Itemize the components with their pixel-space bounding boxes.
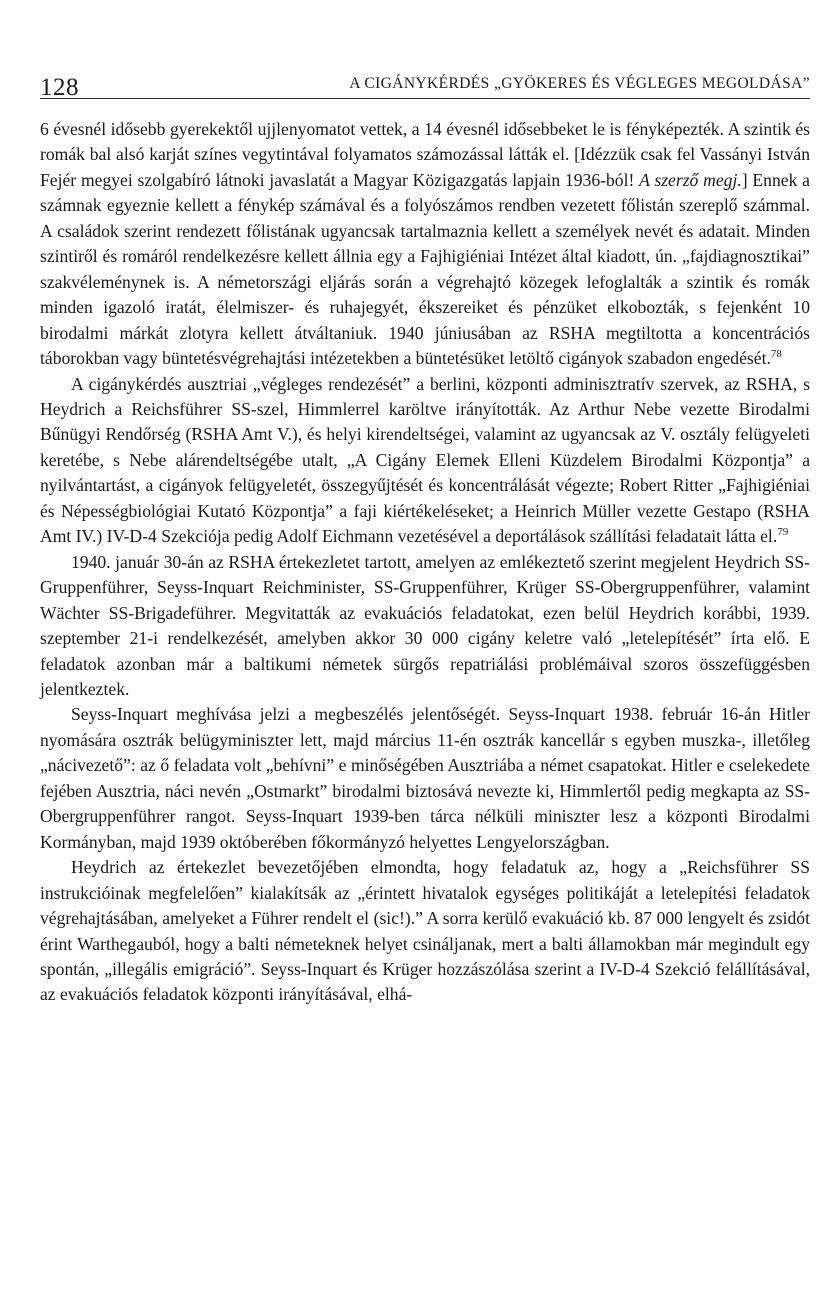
italic-note: A szerző megj. bbox=[639, 169, 742, 190]
paragraph bbox=[40, 855, 810, 1008]
paragraph-text: Seyss-Inquart meghívása jelzi a megbeszélés jelentőségét. Seyss-Inquart 1938. február 16-án Hitler nyomására osztrák belügyminiszter lett, majd március 11-én osztrák kancellár s egyben muszka-, illetőleg „nácivezető”: az ő feladata volt „behívni” e minőségében Ausztriába a német csapatokat. Hitler e cselekedete fejében Ausztria, náci nevén „Ostmarkt” birodalmi biztosává nevezte ki, Himmlertől pedig megkapta az SS-Obergruppenführer rangot. Seyss-Inquart 1939-ben tárca nélküli miniszter lesz a központi Birodalmi Kormányban, majd 1939 októberében főkormányzó helyettes Lengyelországban. bbox=[40, 704, 810, 852]
paragraph-text: Heydrich az értekezlet bevezetőjében elmondta, hogy feladatuk az, hogy a „Reichsführer SS instrukcióinak megfelelően” kialakítsák az „érintett hivatalok egységes politikáját a letelepítési feladatok végrehajtásában, amelyeket a Führer rendelt el (sic!).” A sorra kerülő evakuáció kb. 87 000 lengyelt és zsidót érint Warthegauból, hogy a balti németeknek helyet csináljanak, mert a balti államokban már megindult egy spontán, „illegális emigráció”. Seyss-Inquart és Krüger hozzászólása szerint a IV-D-4 Szekció felállításával, az evakuációs feladatok központi irányításával, elhá- bbox=[40, 857, 810, 1005]
paragraph-text: 1940. január 30-án az RSHA értekezletet tartott, amelyen az emlékeztető szerint megjelent Heydrich SS-Gruppenführer, Seyss-Inquart Reichminister, SS-Gruppenführer, Krüger SS-Obergruppenführer, valamint Wächter SS-Brigadeführer. Megvitatták az evakuációs feladatokat, ezen belül Heydrich korábbi, 1939. szeptember 21-i rendelkezését, amelyben akkor 30 000 cigány keletre való „letelepítését” írta elő. E feladatok azonban már a baltikumi németek sürgős repatriálási problémáival szoros összefüggésben jelentkeztek. bbox=[40, 551, 810, 699]
paragraph bbox=[40, 117, 810, 372]
paragraph bbox=[40, 702, 810, 855]
page-header bbox=[40, 52, 810, 99]
paragraph-text: A cigánykérdés ausztriai „végleges rendezését” a berlini, központi adminisztratív szervek, az RSHA, s Heydrich a Reichsführer SS-szel, Himmlerrel karöltve irányították. Az Arthur Nebe vezette Birodalmi Bűnügyi Rendőrség (RSHA Amt V.), és helyi kirendeltségei, valamint az ugyancsak az V. osztály felügyeleti keretébe, s Nebe alárendeltségébe utalt, „A Cigány Elemek Elleni Küzdelem Birodalmi Központja” a nyilvántartást, a cigányok felügyeletét, összegyűjtését és koncentrálását végezte; Robert Ritter „Fajhigiéniai és Népességbiológiai Kutató Központja” a faji kiértékeléseket; a Heinrich Müller vezette Gestapo (RSHA Amt IV.) IV-D-4 Szekciója pedig Adolf Eichmann vezetésével a deportálások szállítási feladatait látta el. bbox=[40, 373, 810, 547]
body-text bbox=[40, 117, 810, 1008]
footnote-marker: 78 bbox=[770, 348, 782, 361]
paragraph bbox=[40, 550, 810, 703]
paragraph bbox=[40, 372, 810, 550]
page-number: 128 bbox=[40, 74, 79, 101]
paragraph-text: ] Ennek a számnak egyeznie kellett a fénykép számával és a folyószámos rendben vezetett főlistán szereplő számmal. A családok szerint rendezett főlistának ugyancsak tartalmaznia kellett a személyek nevét és adatait. Minden szintiről és romáról rendelkezésre kellett állnia egy a Fajhigiéniai Intézet által kiadott, ún. „fajdiagnosztikai” szakvéleménynek is. A németországi eljárás során a végrehajtó közegek lefoglalták a szintik és romák minden igazoló iratát, élelmiszer- és ruhajegyét, ékszereiket és pénzüket elkobozták, s fejenként 10 birodalmi márkát zlotyra kellett átváltaniuk. 1940 júniusában az RSHA megtiltotta a koncentrációs táborokban vagy büntetésvégrehajtási intézetekben a büntetésüket letöltő cigányok szabadon engedését. bbox=[40, 169, 810, 369]
running-head: A CIGÁNYKÉRDÉS „GYÖKERES ÉS VÉGLEGES MEGOLDÁSA” bbox=[349, 75, 810, 92]
paragraph-text: 6 évesnél idősebb gyerekektől ujjlenyomatot vettek, a 14 évesnél idősebbeket le is fényképezték. A szintik és romák bal alsó karját színes vegytintával folyamatos számozással látták el. [Idézzük csak fel Vassányi István Fejér megyei szolgabíró látnoki javaslatát a Magyar Közigazgatás lapjain 1936-ból! bbox=[40, 119, 810, 190]
footnote-marker: 79 bbox=[777, 526, 789, 539]
book-page bbox=[40, 52, 810, 1008]
